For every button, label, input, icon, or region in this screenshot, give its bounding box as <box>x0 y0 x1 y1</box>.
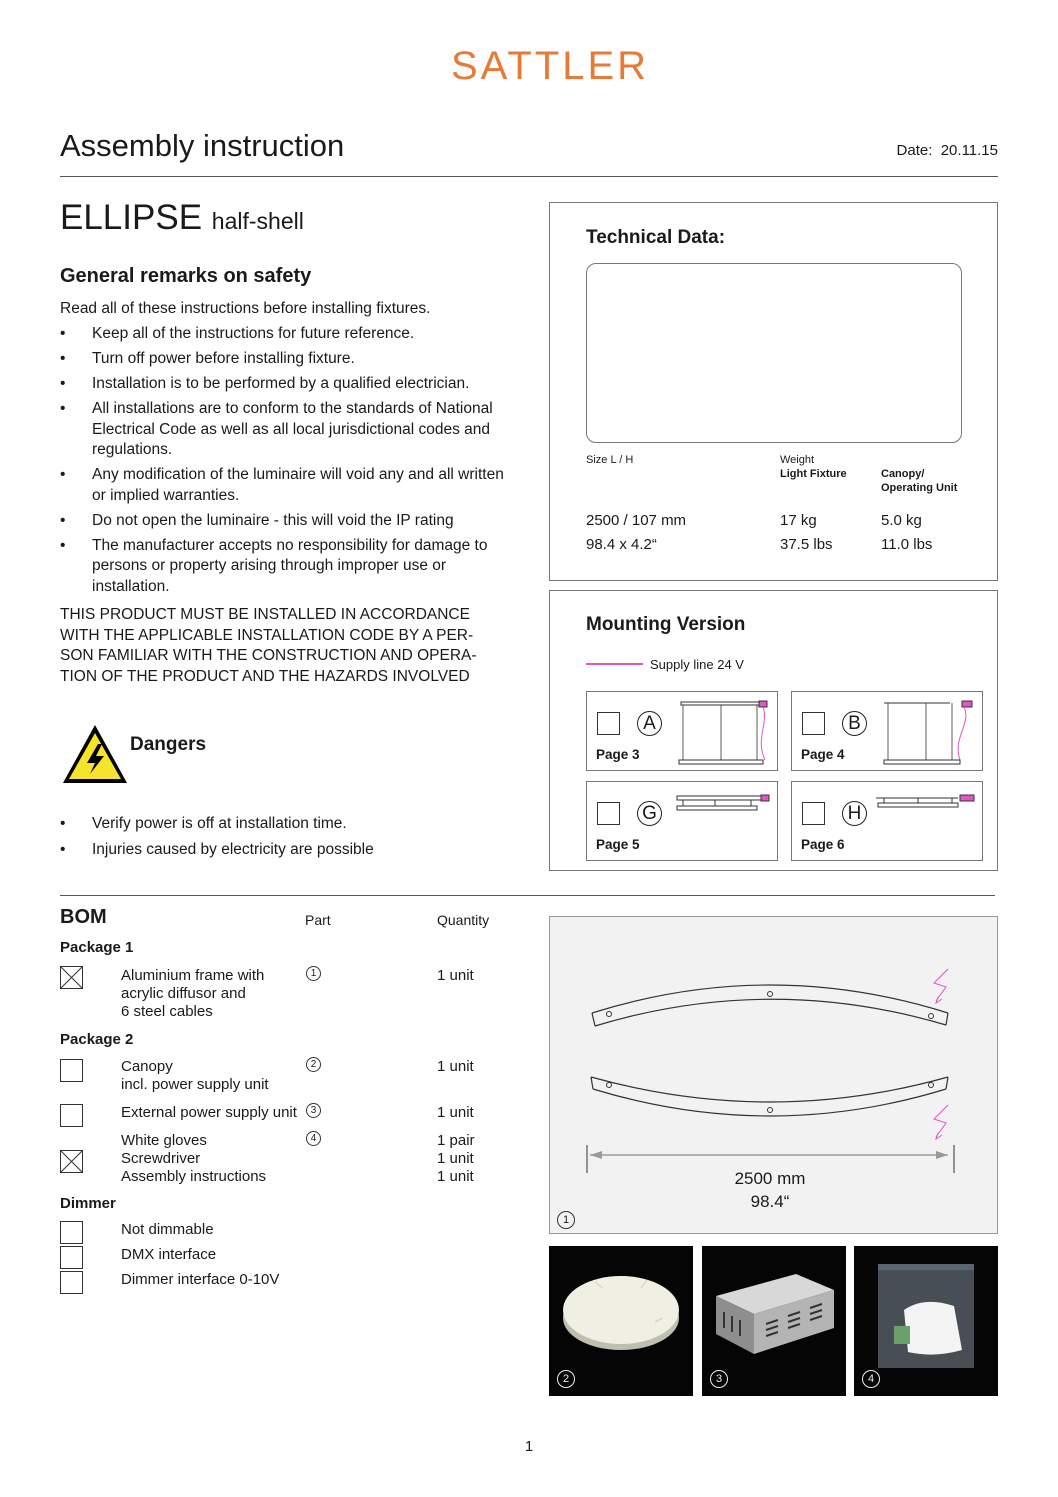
document-title: Assembly instruction <box>60 128 345 163</box>
photo-number-4: 4 <box>862 1370 880 1388</box>
option-b-page: Page 4 <box>801 747 845 762</box>
photo-number-3: 3 <box>710 1370 728 1388</box>
part-number-1: 1 <box>306 966 321 981</box>
weight-label: Weight <box>780 454 815 466</box>
bom-qty-header: Quantity <box>437 912 490 928</box>
mounting-option-g[interactable] <box>586 781 778 861</box>
safety-bullet: • All installations are to conform to the standards of National Electrical Code as well as all local jurisdictional codes and regulations. <box>60 399 520 461</box>
safety-bullet: • Turn off power before installing fixture. <box>60 349 520 370</box>
bom-item-frame-line: acrylic diffusor and <box>121 985 246 1002</box>
dimension-inch: 98.4“ <box>750 1192 790 1211</box>
supply-line-legend: Supply line 24 V <box>650 657 744 672</box>
safety-bullet: • Any modification of the luminaire will void any and all written or implied warranties. <box>60 465 520 506</box>
package-1-checkbox-checked[interactable] <box>60 966 83 989</box>
light-fixture-header: Light Fixture <box>780 468 847 480</box>
safety-heading: General remarks on safety <box>60 265 312 287</box>
weight-header <box>780 453 847 481</box>
bom-part-header: Part <box>305 912 331 928</box>
bom-qty-external-psu: 1 unit <box>437 1104 474 1121</box>
drawing-number: 1 <box>557 1211 575 1229</box>
safety-intro: Read all of these instructions before installing fixtures. <box>60 300 431 317</box>
canopy-header-line2: Operating Unit <box>881 482 958 494</box>
bom-qty-canopy: 1 unit <box>437 1058 474 1075</box>
tech-weight-lbs: 37.5 lbs <box>780 536 833 553</box>
dangers-heading: Dangers <box>130 734 207 755</box>
pendant-drawing-icon <box>677 698 773 768</box>
product-variant: half-shell <box>211 208 304 234</box>
bom-item-canopy-line: Canopy <box>121 1058 173 1075</box>
power-supply-image <box>712 1268 838 1358</box>
mounting-option-h[interactable] <box>791 781 983 861</box>
danger-bullet: • Verify power is off at installation time. <box>60 814 520 835</box>
not-dimmable-checkbox[interactable] <box>60 1221 83 1244</box>
bom-divider <box>60 895 995 896</box>
safety-bullet: • The manufacturer accepts no responsibility for damage to persons or property arising through improper use or installation. <box>60 536 520 598</box>
external-psu-checkbox[interactable] <box>60 1104 83 1127</box>
option-h-letter: H <box>842 801 867 826</box>
tech-weight-kg: 17 kg <box>780 512 817 529</box>
safety-bullet: • Keep all of the instructions for future reference. <box>60 324 520 345</box>
canopy-image <box>559 1266 683 1356</box>
safety-bullet: • Installation is to be performed by a qualified electrician. <box>60 374 520 395</box>
surface-drawing-icon <box>675 792 771 822</box>
size-header: Size L / H <box>586 454 634 466</box>
bom-heading: BOM <box>60 906 107 928</box>
mounting-option-a[interactable] <box>586 691 778 771</box>
safety-section <box>60 299 520 687</box>
document-date <box>897 142 998 159</box>
bom-item-frame-line: 6 steel cables <box>121 1003 213 1020</box>
bom-item-external-psu: External power supply unit <box>121 1104 297 1121</box>
option-g-checkbox[interactable] <box>597 802 620 825</box>
luminaire-drawing-panel <box>549 916 998 1234</box>
product-name: ELLIPSE <box>60 198 203 237</box>
part-number-4: 4 <box>306 1131 321 1146</box>
danger-bullet: • Injuries caused by electricity are possible <box>60 840 520 861</box>
option-g-letter: G <box>637 801 662 826</box>
technical-data-panel <box>549 202 998 581</box>
technical-heading: Technical Data: <box>586 227 726 248</box>
header-divider <box>60 176 998 177</box>
date-value: 20.11.15 <box>940 142 998 159</box>
canopy-checkbox[interactable] <box>60 1059 83 1082</box>
dmx-checkbox[interactable] <box>60 1246 83 1269</box>
option-a-page: Page 3 <box>596 747 640 762</box>
bom-item-accessory-line: Screwdriver <box>121 1150 201 1167</box>
safety-bullet: • Do not open the luminaire - this will void the IP rating <box>60 511 520 532</box>
brand-logo: SATTLER <box>450 44 650 88</box>
bom-item-accessory-line: Assembly instructions <box>121 1168 267 1185</box>
canopy-photo <box>549 1246 693 1396</box>
canopy-header <box>881 467 957 495</box>
date-label: Date: <box>896 142 933 159</box>
tech-size-mm: 2500 / 107 mm <box>586 512 687 529</box>
bom-qty-frame: 1 unit <box>437 967 474 984</box>
bom-item-accessory-line: White gloves <box>121 1132 207 1149</box>
tech-size-in: 98.4 x 4.2“ <box>586 536 657 553</box>
mounting-option-b[interactable] <box>791 691 983 771</box>
bom-qty-accessory-line: 1 pair <box>437 1132 475 1149</box>
option-h-checkbox[interactable] <box>802 802 825 825</box>
safety-list <box>60 324 520 597</box>
accessories-checkbox-checked[interactable] <box>60 1150 83 1173</box>
power-supply-photo <box>702 1246 846 1396</box>
option-a-letter: A <box>637 711 662 736</box>
option-g-page: Page 5 <box>596 837 640 852</box>
dimmer-0-10v-checkbox[interactable] <box>60 1271 83 1294</box>
bom-item-canopy <box>121 1058 269 1094</box>
product-title <box>60 198 304 238</box>
bom-qty-accessories <box>437 1132 475 1186</box>
part-number-2: 2 <box>306 1057 321 1072</box>
accessories-photo <box>854 1246 998 1396</box>
mounting-panel <box>549 590 998 871</box>
bom-item-frame <box>121 967 264 1021</box>
bom-qty-accessory-line: 1 unit <box>437 1168 474 1185</box>
option-a-checkbox[interactable] <box>597 712 620 735</box>
technical-image-frame <box>586 263 962 443</box>
option-h-page: Page 6 <box>801 837 845 852</box>
tech-canopy-kg: 5.0 kg <box>881 512 922 529</box>
dimmer-option: Not dimmable <box>121 1221 214 1238</box>
part-number-3: 3 <box>306 1103 321 1118</box>
option-b-letter: B <box>842 711 867 736</box>
dangers-list <box>60 814 520 865</box>
mounting-heading: Mounting Version <box>586 614 746 635</box>
dimmer-option: DMX interface <box>121 1246 217 1263</box>
pendant-remote-drawing-icon <box>882 698 978 768</box>
bom-item-frame-line: Aluminium frame with <box>121 967 265 984</box>
canopy-header-line1: Canopy/ <box>881 468 925 480</box>
dimension-mm: 2500 mm <box>734 1169 806 1188</box>
tech-canopy-lbs: 11.0 lbs <box>881 536 933 553</box>
bom-qty-accessory-line: 1 unit <box>437 1150 474 1167</box>
package-1-label: Package 1 <box>60 939 134 956</box>
accessories-bag-image <box>874 1260 978 1372</box>
warning-icon <box>60 722 130 786</box>
dimmer-option: Dimmer interface 0-10V <box>121 1271 280 1288</box>
surface-remote-drawing-icon <box>874 792 978 822</box>
supply-line-legend-icon <box>586 663 643 665</box>
safety-caps-notice: THIS PRODUCT MUST BE INSTALLED IN ACCORDANCE WITH THE APPLICABLE INSTALLATION CODE BY A PER-SON FAMILIAR WITH THE CONSTRUCTION AND OPERA-TION OF THE PRODUCT AND THE HAZARDS INVOLVED <box>60 606 477 685</box>
option-b-checkbox[interactable] <box>802 712 825 735</box>
package-2-label: Package 2 <box>60 1031 134 1048</box>
dimmer-label: Dimmer <box>60 1195 116 1212</box>
bom-item-accessories <box>121 1132 266 1186</box>
page-number: 1 <box>524 1438 534 1455</box>
photo-number-2: 2 <box>557 1370 575 1388</box>
bom-item-canopy-line: incl. power supply unit <box>121 1076 269 1093</box>
